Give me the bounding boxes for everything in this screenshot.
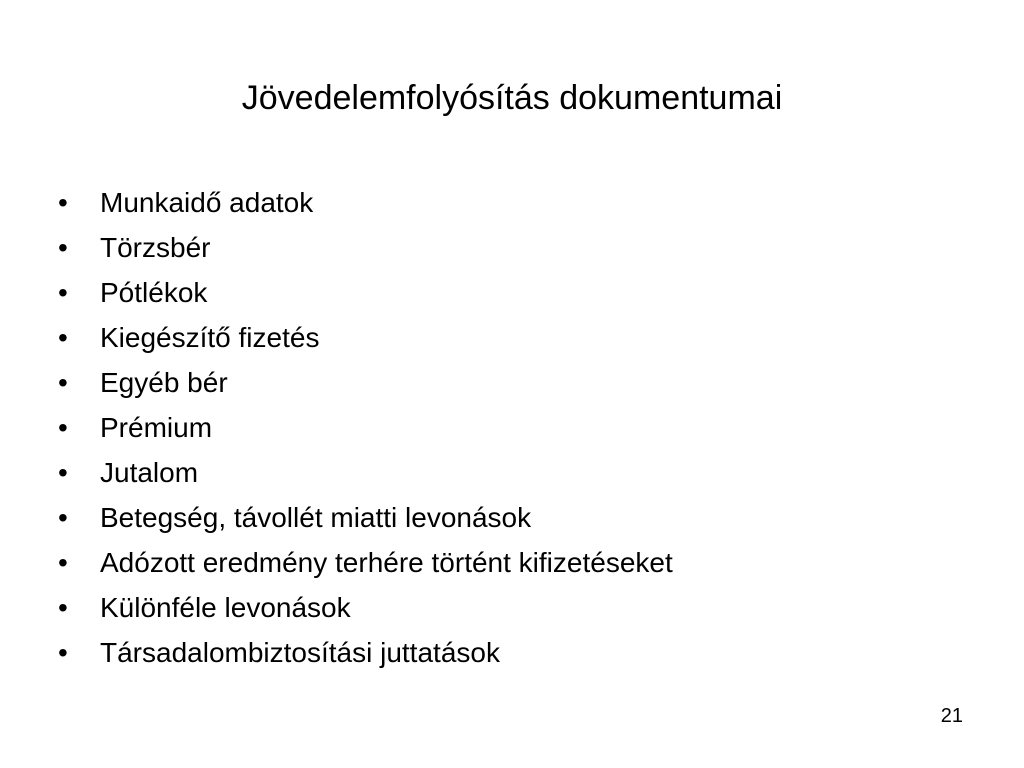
list-item-text: Kiegészítő fizetés [100,322,320,353]
list-item-text: Törzsbér [100,232,211,263]
slide-title: Jövedelemfolyósítás dokumentumai [241,79,783,117]
bullet-icon: • [58,412,68,443]
list-item [58,270,958,315]
list-item [58,180,958,225]
list-item [58,315,958,360]
list-item-text: Pótlékok [100,277,208,308]
list-item [58,495,958,540]
list-item-text: Betegség, távollét miatti levonások [100,502,532,533]
bullet-icon: • [58,277,68,308]
bullet-icon: • [58,322,68,353]
bullet-icon: • [58,547,68,578]
list-item [58,540,958,585]
list-item-text: Jutalom [100,457,199,488]
list-item [58,585,958,630]
list-item-text: Prémium [100,412,213,443]
list-item [58,405,958,450]
bullet-list [58,180,958,675]
list-item-text: Különféle levonások [100,592,351,623]
list-item-text: Adózott eredmény terhére történt kifizetéseket [100,547,673,578]
list-item [58,450,958,495]
bullet-icon: • [58,187,68,218]
list-item-text: Egyéb bér [100,367,228,398]
list-item [58,360,958,405]
list-item [58,225,958,270]
list-item-text: Munkaidő adatok [100,187,314,218]
page-number: 21 [940,705,963,727]
bullet-icon: • [58,592,68,623]
bullet-icon: • [58,637,68,668]
bullet-icon: • [58,232,68,263]
bullet-icon: • [58,502,68,533]
bullet-icon: • [58,367,68,398]
list-item [58,630,958,675]
bullet-icon: • [58,457,68,488]
list-item-text: Társadalombiztosítási juttatások [100,637,500,668]
